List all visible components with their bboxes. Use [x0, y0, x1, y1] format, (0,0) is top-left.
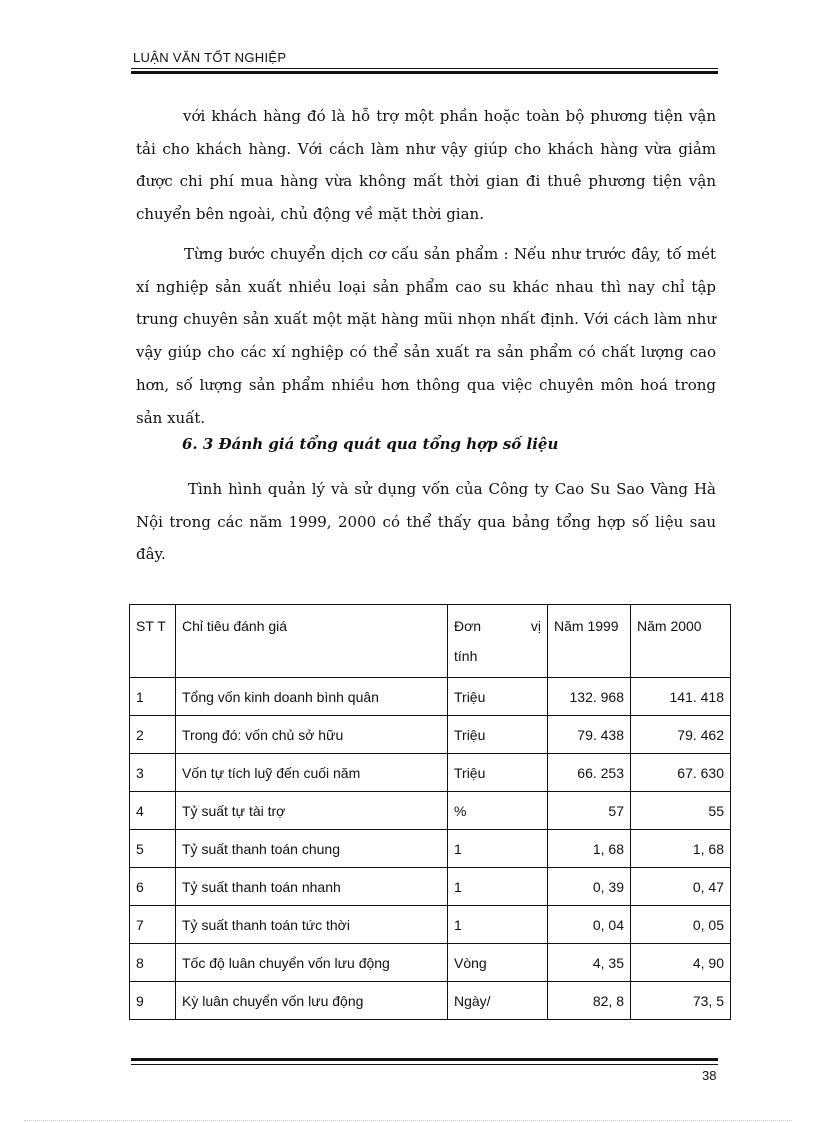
cell-stt: 6 — [130, 868, 176, 906]
cell-stt: 3 — [130, 754, 176, 792]
cell-unit: 1 — [448, 868, 548, 906]
table-row — [130, 982, 731, 1020]
header-year-2000: Năm 2000 — [631, 605, 731, 678]
header-unit-part-2: vị — [530, 618, 541, 634]
cell-1999: 132. 968 — [548, 678, 631, 716]
table-header-row — [130, 605, 731, 678]
cell-2000: 79. 462 — [631, 716, 731, 754]
cell-2000: 4, 90 — [631, 944, 731, 982]
cell-2000: 55 — [631, 792, 731, 830]
section-heading: 6. 3 Đánh giá tổng quát qua tổng hợp số liệu — [182, 435, 559, 453]
cell-unit: Triệu — [448, 678, 548, 716]
page-number: 38 — [702, 1068, 717, 1083]
cell-1999: 1, 68 — [548, 830, 631, 868]
cell-criteria: Tỷ suất thanh toán tức thời — [176, 906, 448, 944]
table-row — [130, 678, 731, 716]
cell-2000: 141. 418 — [631, 678, 731, 716]
cell-1999: 0, 39 — [548, 868, 631, 906]
cell-stt: 8 — [130, 944, 176, 982]
header-year-1999: Năm 1999 — [548, 605, 631, 678]
cell-1999: 79. 438 — [548, 716, 631, 754]
header-unit — [448, 605, 548, 678]
cell-criteria: Tỷ suất tự tài trợ — [176, 792, 448, 830]
header-unit-part-3: tính — [454, 648, 478, 664]
cell-criteria: Vốn tự tích luỹ đến cuối năm — [176, 754, 448, 792]
cell-unit: Ngày/ — [448, 982, 548, 1020]
cell-2000: 73, 5 — [631, 982, 731, 1020]
cell-criteria: Tổng vốn kinh doanh bình quân — [176, 678, 448, 716]
table-row — [130, 792, 731, 830]
cell-2000: 0, 47 — [631, 868, 731, 906]
cell-criteria: Tỷ suất thanh toán nhanh — [176, 868, 448, 906]
cell-2000: 0, 05 — [631, 906, 731, 944]
cell-1999: 0, 04 — [548, 906, 631, 944]
cell-stt: 4 — [130, 792, 176, 830]
cell-unit: Triệu — [448, 754, 548, 792]
cell-unit: Vòng — [448, 944, 548, 982]
table-row — [130, 906, 731, 944]
footer-rule — [131, 1064, 718, 1065]
cell-1999: 82, 8 — [548, 982, 631, 1020]
paragraph-capital-overview: Tình hình quản lý và sử dụng vốn của Công ty Cao Su Sao Vàng Hà Nội trong các năm 1999, 2000 có thể thấy qua bảng tổng hợp số liệu sau đây. — [136, 480, 716, 564]
paragraph-product-structure: Từng bước chuyển dịch cơ cấu sản phẩm : Nếu như trước đây, tố mét xí nghiệp sản xuất nhiều loại sản phẩm cao su khác nhau thì nay chỉ tập trung chuyên sản xuất một mặt hàng mũi nhọn nhất định. Với cách làm như vậy giúp cho các xí nghiệp có thể sản xuất ra sản phẩm có chất lượng cao hơn, số lượng sản phẩm nhiều hơn thông qua việc chuyên môn hoá trong sản xuất. — [136, 245, 716, 427]
header-stt: ST T — [130, 605, 176, 678]
table-row — [130, 754, 731, 792]
cell-unit: Triệu — [448, 716, 548, 754]
table-row — [130, 944, 731, 982]
cell-criteria: Tỷ suất thanh toán chung — [176, 830, 448, 868]
cell-2000: 1, 68 — [631, 830, 731, 868]
cell-criteria: Trong đó: vốn chủ sở hữu — [176, 716, 448, 754]
cell-stt: 5 — [130, 830, 176, 868]
header-criteria: Chỉ tiêu đánh giá — [176, 605, 448, 678]
running-header: LUẬN VĂN TỐT NGHIỆP — [133, 50, 287, 65]
table-row — [130, 716, 731, 754]
cell-criteria: Tốc độ luân chuyển vốn lưu động — [176, 944, 448, 982]
table-row — [130, 868, 731, 906]
paragraph-transport-support: với khách hàng đó là hỗ trợ một phần hoặc toàn bộ phương tiện vận tải cho khách hàng. Với cách làm như vậy giúp cho khách hàng vừa giảm được chi phí mua hàng vừa không mất thời gian đi thuê phương tiện vận chuyển bên ngoài, chủ động về mặt thời gian. — [136, 107, 716, 224]
cell-1999: 57 — [548, 792, 631, 830]
page-edge-divider — [24, 1120, 792, 1121]
capital-summary-table — [129, 604, 731, 1020]
cell-stt: 7 — [130, 906, 176, 944]
cell-stt: 2 — [130, 716, 176, 754]
header-rule — [131, 68, 718, 69]
cell-stt: 9 — [130, 982, 176, 1020]
table-row — [130, 830, 731, 868]
cell-unit: 1 — [448, 830, 548, 868]
cell-criteria: Kỳ luân chuyển vốn lưu động — [176, 982, 448, 1020]
cell-unit: 1 — [448, 906, 548, 944]
cell-2000: 67. 630 — [631, 754, 731, 792]
cell-stt: 1 — [130, 678, 176, 716]
header-unit-part-1: Đơn — [454, 618, 482, 634]
cell-1999: 4, 35 — [548, 944, 631, 982]
header-rule-thick — [131, 71, 718, 74]
footer-rule-thick — [131, 1058, 718, 1061]
cell-1999: 66. 253 — [548, 754, 631, 792]
cell-unit: % — [448, 792, 548, 830]
